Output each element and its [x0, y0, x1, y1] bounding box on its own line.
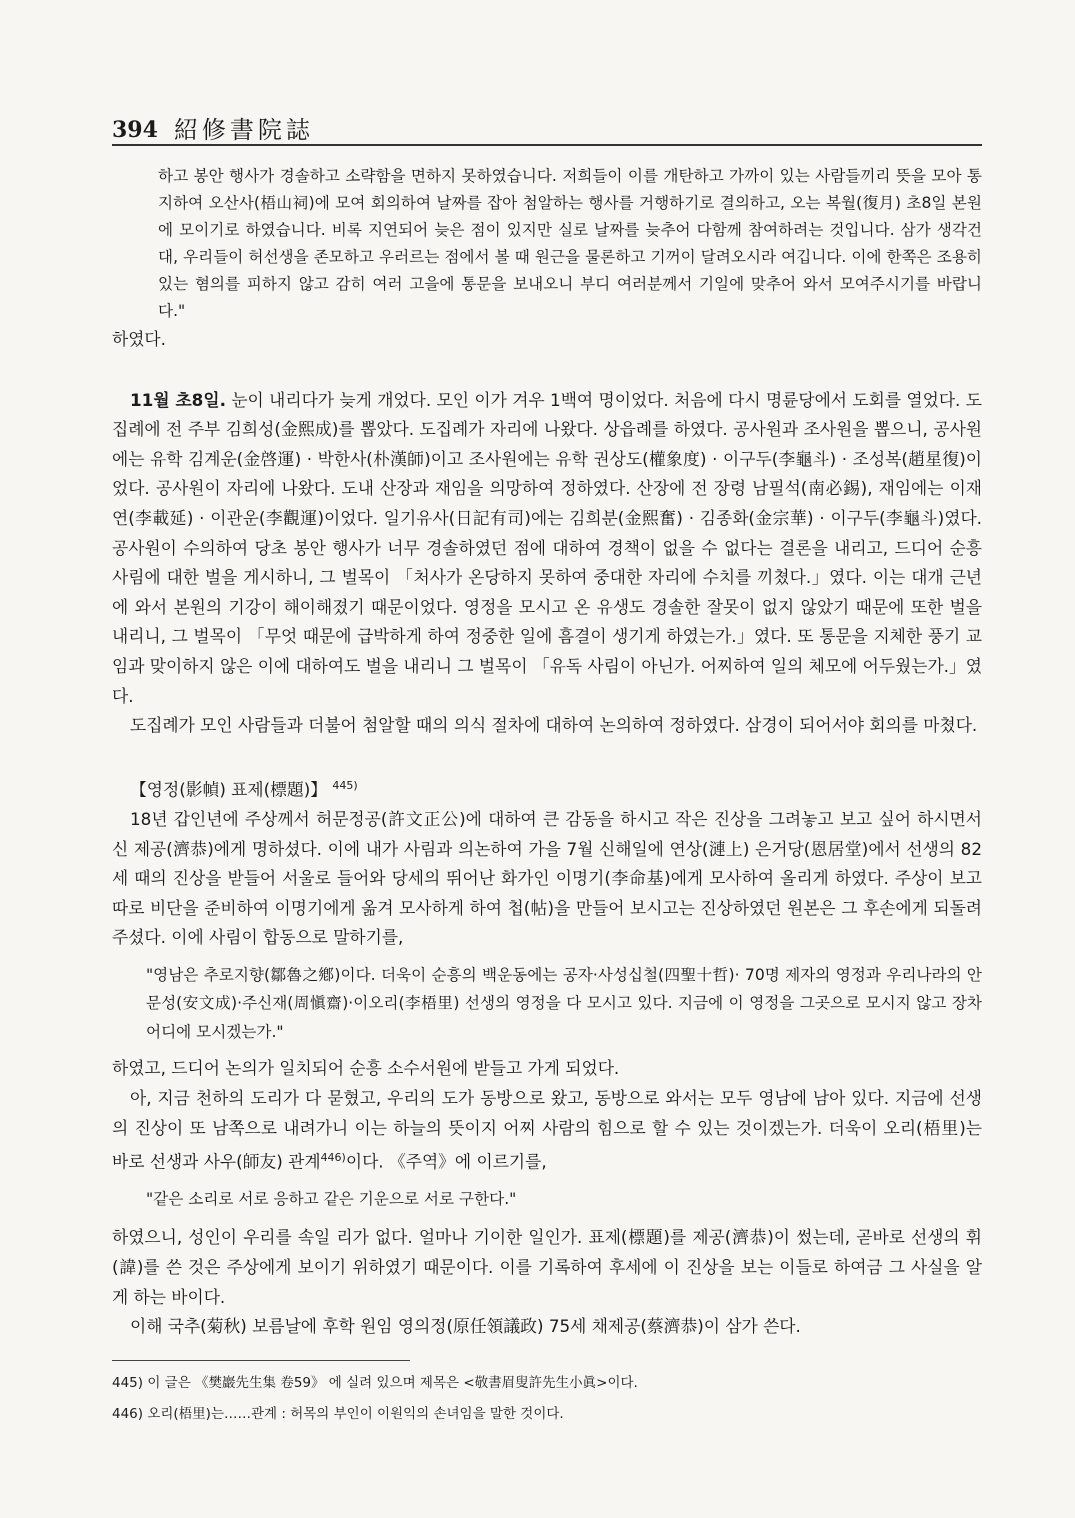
- footnotes: [112, 1373, 982, 1435]
- page-number: 394: [112, 117, 158, 143]
- footnote-divider: [112, 1360, 410, 1361]
- paragraph-text: 이다. 《주역》에 이르기를,: [345, 1151, 547, 1172]
- book-title: 紹修書院誌: [173, 116, 314, 144]
- body-text: [112, 163, 982, 1342]
- paragraph: 하였고, 드디어 논의가 일치되어 순흥 소수서원에 받들고 가게 되었다.: [112, 1058, 620, 1079]
- paragraph-nov8: [112, 386, 982, 712]
- page-header: [112, 112, 982, 146]
- footnote: 446) 오리(梧里)는……관계 : 허목의 부인이 이원익의 손녀임을 말한 것이다.: [112, 1406, 564, 1422]
- footnote: 445) 이 글은 《樊巖先生集 卷59》 에 실려 있으며 제목은 <敬書眉叟許先生小眞>이다.: [112, 1375, 638, 1391]
- date-label: 11월 초8일.: [130, 389, 226, 410]
- paragraph: 18년 갑인년에 주상께서 허문정공(許文正公)에 대하여 큰 감동을 하시고 작은 진상을 그려놓고 보고 싶어 하시면서 신 제공(濟恭)에게 명하셨다. 이에 내가 사림과 의논하여 가을 7월 신해일에 연상(漣上) 은거당(恩居堂)에서 선생의 82세 때의 진상을 받들어 서울로 들어와 당세의 뛰어난 화가인 이명기(李命基)에게 모사하여 올리게 하였다. 주상이 보고 따로 비단을 준비하여 이명기에게 옮겨 모사하게 하여 첩(帖)을 만들어 보시고는 진상하였던 원본은 그 후손에게 되돌려주셨다. 이에 사림이 합동으로 말하기를,: [112, 808, 982, 948]
- paragraph-text: 눈이 내리다가 늦게 개었다. 모인 이가 겨우 1백여 명이었다. 처음에 다시 명륜당에서 도회를 열었다. 도집례에 전 주부 김희성(金熙成)를 뽑았다. 도집례가 자리에 나왔다. 상읍례를 하였다. 공사원과 조사원을 뽑으니, 공사원에는 유학 김계운(金啓運) · 박한사(朴漢師)이고 조사원에는 유학 권상도(權象度) · 이구두(李龜斗) · 조성복(趙星復)이었다. 공사원이 자리에 나왔다. 도내 산장과 재임을 의망하여 정하였다. 산장에 전 장령 남필석(南必錫), 재임에는 이재연(李載延) · 이관운(李觀運)이었다. 일기유사(日記有司)에는 김희분(金熙奮) · 김종화(金宗華) · 이구두(李龜斗)였다. 공사원이 수의하여 당초 봉안 행사가 너무 경솔하였던 점에 대하여 경책이 없을 수 없다는 결론을 내리고, 드디어 순흥 사림에 대한 벌을 게시하니, 그 벌목이 「처사가 온당하지 못하여 중대한 자리에 수치를 끼쳤다.」였다. 이는 대개 근년에 와서 본원의 기강이 해이해졌기 때문이었다. 영정을 모시고 온 유생도 경솔한 잘못이 없지 않았기 때문에 또한 벌을 내리니, 그 벌목이 「무엇 때문에 급박하게 하여 정중한 일에 흠결이 생기게 하였는가.」였다. 또 통문을 지체한 풍기 교임과 맞이하지 않은 이에 대하여도 벌을 내리니 그 벌목이 「유독 사림이 아닌가. 어찌하여 일의 체모에 어두웠는가.」였다.: [112, 389, 983, 706]
- section-heading-text: 【영정(影幀) 표제(標題)】: [130, 779, 328, 800]
- block-quote: "같은 소리로 서로 응하고 같은 기운으로 서로 구한다.": [146, 1190, 517, 1209]
- footnote-ref: 445): [332, 778, 358, 792]
- paragraph: 하였다.: [112, 329, 166, 349]
- paragraph-text: 아, 지금 천하의 도리가 다 묻혔고, 우리의 도가 동방으로 왔고, 동방으로 와서는 모두 영남에 남아 있다. 지금에 선생의 진상이 또 남쪽으로 내려가니 이는 하늘의 뜻이지 어찌 사람의 힘으로 할 수 있는 것이겠는가. 더욱이 오리(梧里)는 바로 선생과 사우(師友) 관계: [112, 1087, 982, 1172]
- signature-line: 이해 국추(菊秋) 보름날에 후학 원임 영의정(原任領議政) 75세 채제공(蔡濟恭)이 삼가 쓴다.: [130, 1316, 801, 1337]
- footnote-ref: 446): [320, 1151, 346, 1165]
- block-quote: 하고 봉안 행사가 경솔하고 소략함을 면하지 못하였습니다. 저희들이 이를 개탄하고 가까이 있는 사람들끼리 뜻을 모아 통지하여 오산사(梧山祠)에 모여 회의하여 날짜를 잡아 첨알하는 행사를 거행하기로 결의하고, 오는 복월(復月) 초8일 본원에 모이기로 하였습니다. 비록 지연되어 늦은 점이 있지만 실로 날짜를 늦추어 다함께 참여하려는 것입니다. 삼가 생각건대, 우리들이 허선생을 존모하고 우러르는 점에서 볼 때 원근을 물론하고 기꺼이 달려오시라 여깁니다. 이에 한쪽은 조용히 있는 혐의를 피하지 않고 감히 여러 고을에 통문을 보내오니 부디 여러분께서 기일에 맞추어 와서 모여주시기를 바랍니다.": [158, 167, 982, 320]
- block-quote: "영남은 추로지향(鄒魯之鄕)이다. 더욱이 순흥의 백운동에는 공자·사성십철(四聖十哲)· 70명 제자의 영정과 우리나라의 안문성(安文成)·주신재(周愼齋)·이오리(李梧里) 선생의 영정을 다 모시고 있다. 지금에 이 영정을 그곳으로 모시지 않고 장차 어디에 모시겠는가.": [146, 965, 982, 1041]
- paragraph: 하였으니, 성인이 우리를 속일 리가 없다. 얼마나 기이한 일인가. 표제(標題)를 제공(濟恭)이 썼는데, 곧바로 선생의 휘(諱)를 쓴 것은 주상에게 보이기 위하였기 때문이다. 이를 기록하여 후세에 이 진상을 보는 이들로 하여금 그 사실을 알게 하는 바이다.: [112, 1227, 982, 1307]
- section-heading: [112, 771, 982, 805]
- paragraph: [112, 1084, 982, 1177]
- paragraph: 도집례가 모인 사람들과 더불어 첨알할 때의 의식 절차에 대하여 논의하여 정하였다. 삼경이 되어서야 회의를 마쳤다.: [130, 715, 978, 736]
